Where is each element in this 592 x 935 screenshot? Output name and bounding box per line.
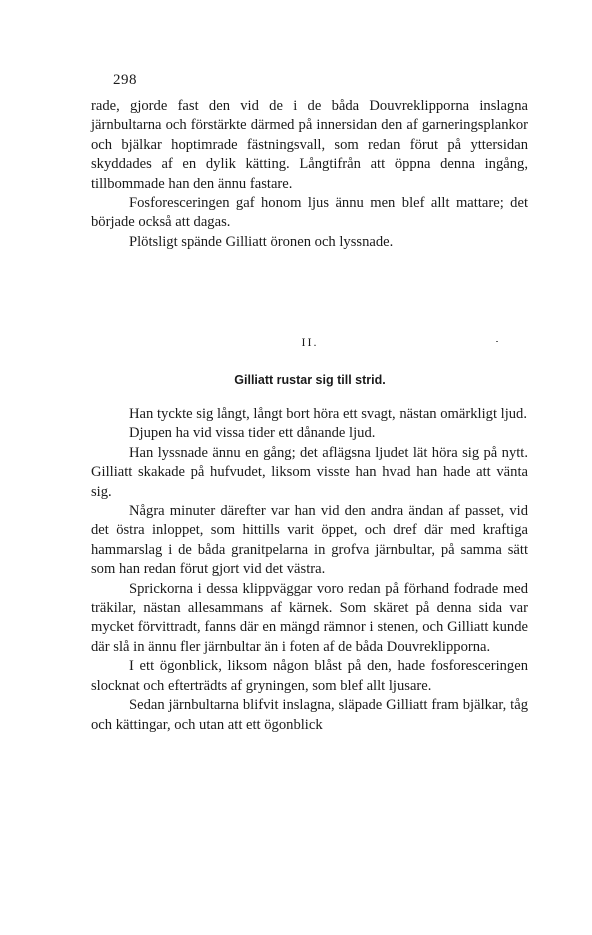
paragraph: Sedan järnbultarna blifvit inslagna, släpade Gilliatt fram bjälkar, tåg och kättingar, och utan att ett ögonblick bbox=[91, 697, 528, 733]
chapter-title: Gilliatt rustar sig till strid. bbox=[234, 373, 386, 387]
paragraph: Sprickorna i dessa klippväggar voro redan på förhand fodrade med träkilar, nästan allesammans af kärnek. Som skäret på denna sida var mycket förvittradt, fanns där en mängd rämnor i stenen, och Gilliatt kunde där slå in ännu fler järnbultar än i foten af de båda Douvreklipporna. bbox=[91, 580, 528, 655]
paragraph: I ett ögonblick, liksom någon blåst på den, hade fosforesceringen slocknat och efterträdts af gryningen, som blef allt ljusare. bbox=[91, 658, 528, 694]
page-number: 298 bbox=[113, 72, 137, 88]
paragraph: Några minuter därefter var han vid den andra ändan af passet, vid det östra inloppet, som hittills varit öppet, och dref där med kraftiga hammarslag i de båda granitpelarna in grofva järnbultar, på samma sätt som han redan förut gjort vid det västra. bbox=[91, 503, 528, 578]
top-text-block bbox=[91, 97, 528, 252]
chapter-number: II. bbox=[301, 335, 319, 349]
print-speck bbox=[496, 341, 498, 342]
bottom-text-block bbox=[91, 405, 528, 735]
paragraph: Han tyckte sig långt, långt bort höra ett svagt, nästan omärkligt ljud. bbox=[129, 406, 528, 422]
paragraph: Djupen ha vid vissa tider ett dånande ljud. bbox=[129, 425, 376, 442]
paragraph: Han lyssnade ännu en gång; det aflägsna ljudet lät höra sig på nytt. Gilliatt skakade på hufvudet, liksom visste han hvad han hade att vänta sig. bbox=[91, 444, 528, 500]
paragraph: Fosforesceringen gaf honom ljus ännu men blef allt mattare; det började också att dagas. bbox=[91, 195, 528, 231]
paragraph: rade, gjorde fast den vid de i de båda Douvreklipporna inslagna järnbultarna och förstärkte därmed på innersidan den af garneringsplankor och bjälkar hoptimrade fästningsvall, som redan förut på yttersidan skyddades af en dylik kätting. Långtifrån att öppna denna ingång, tillbommade han den ännu fastare. bbox=[91, 98, 528, 192]
paragraph: Plötsligt spände Gilliatt öronen och lyssnade. bbox=[129, 233, 394, 250]
